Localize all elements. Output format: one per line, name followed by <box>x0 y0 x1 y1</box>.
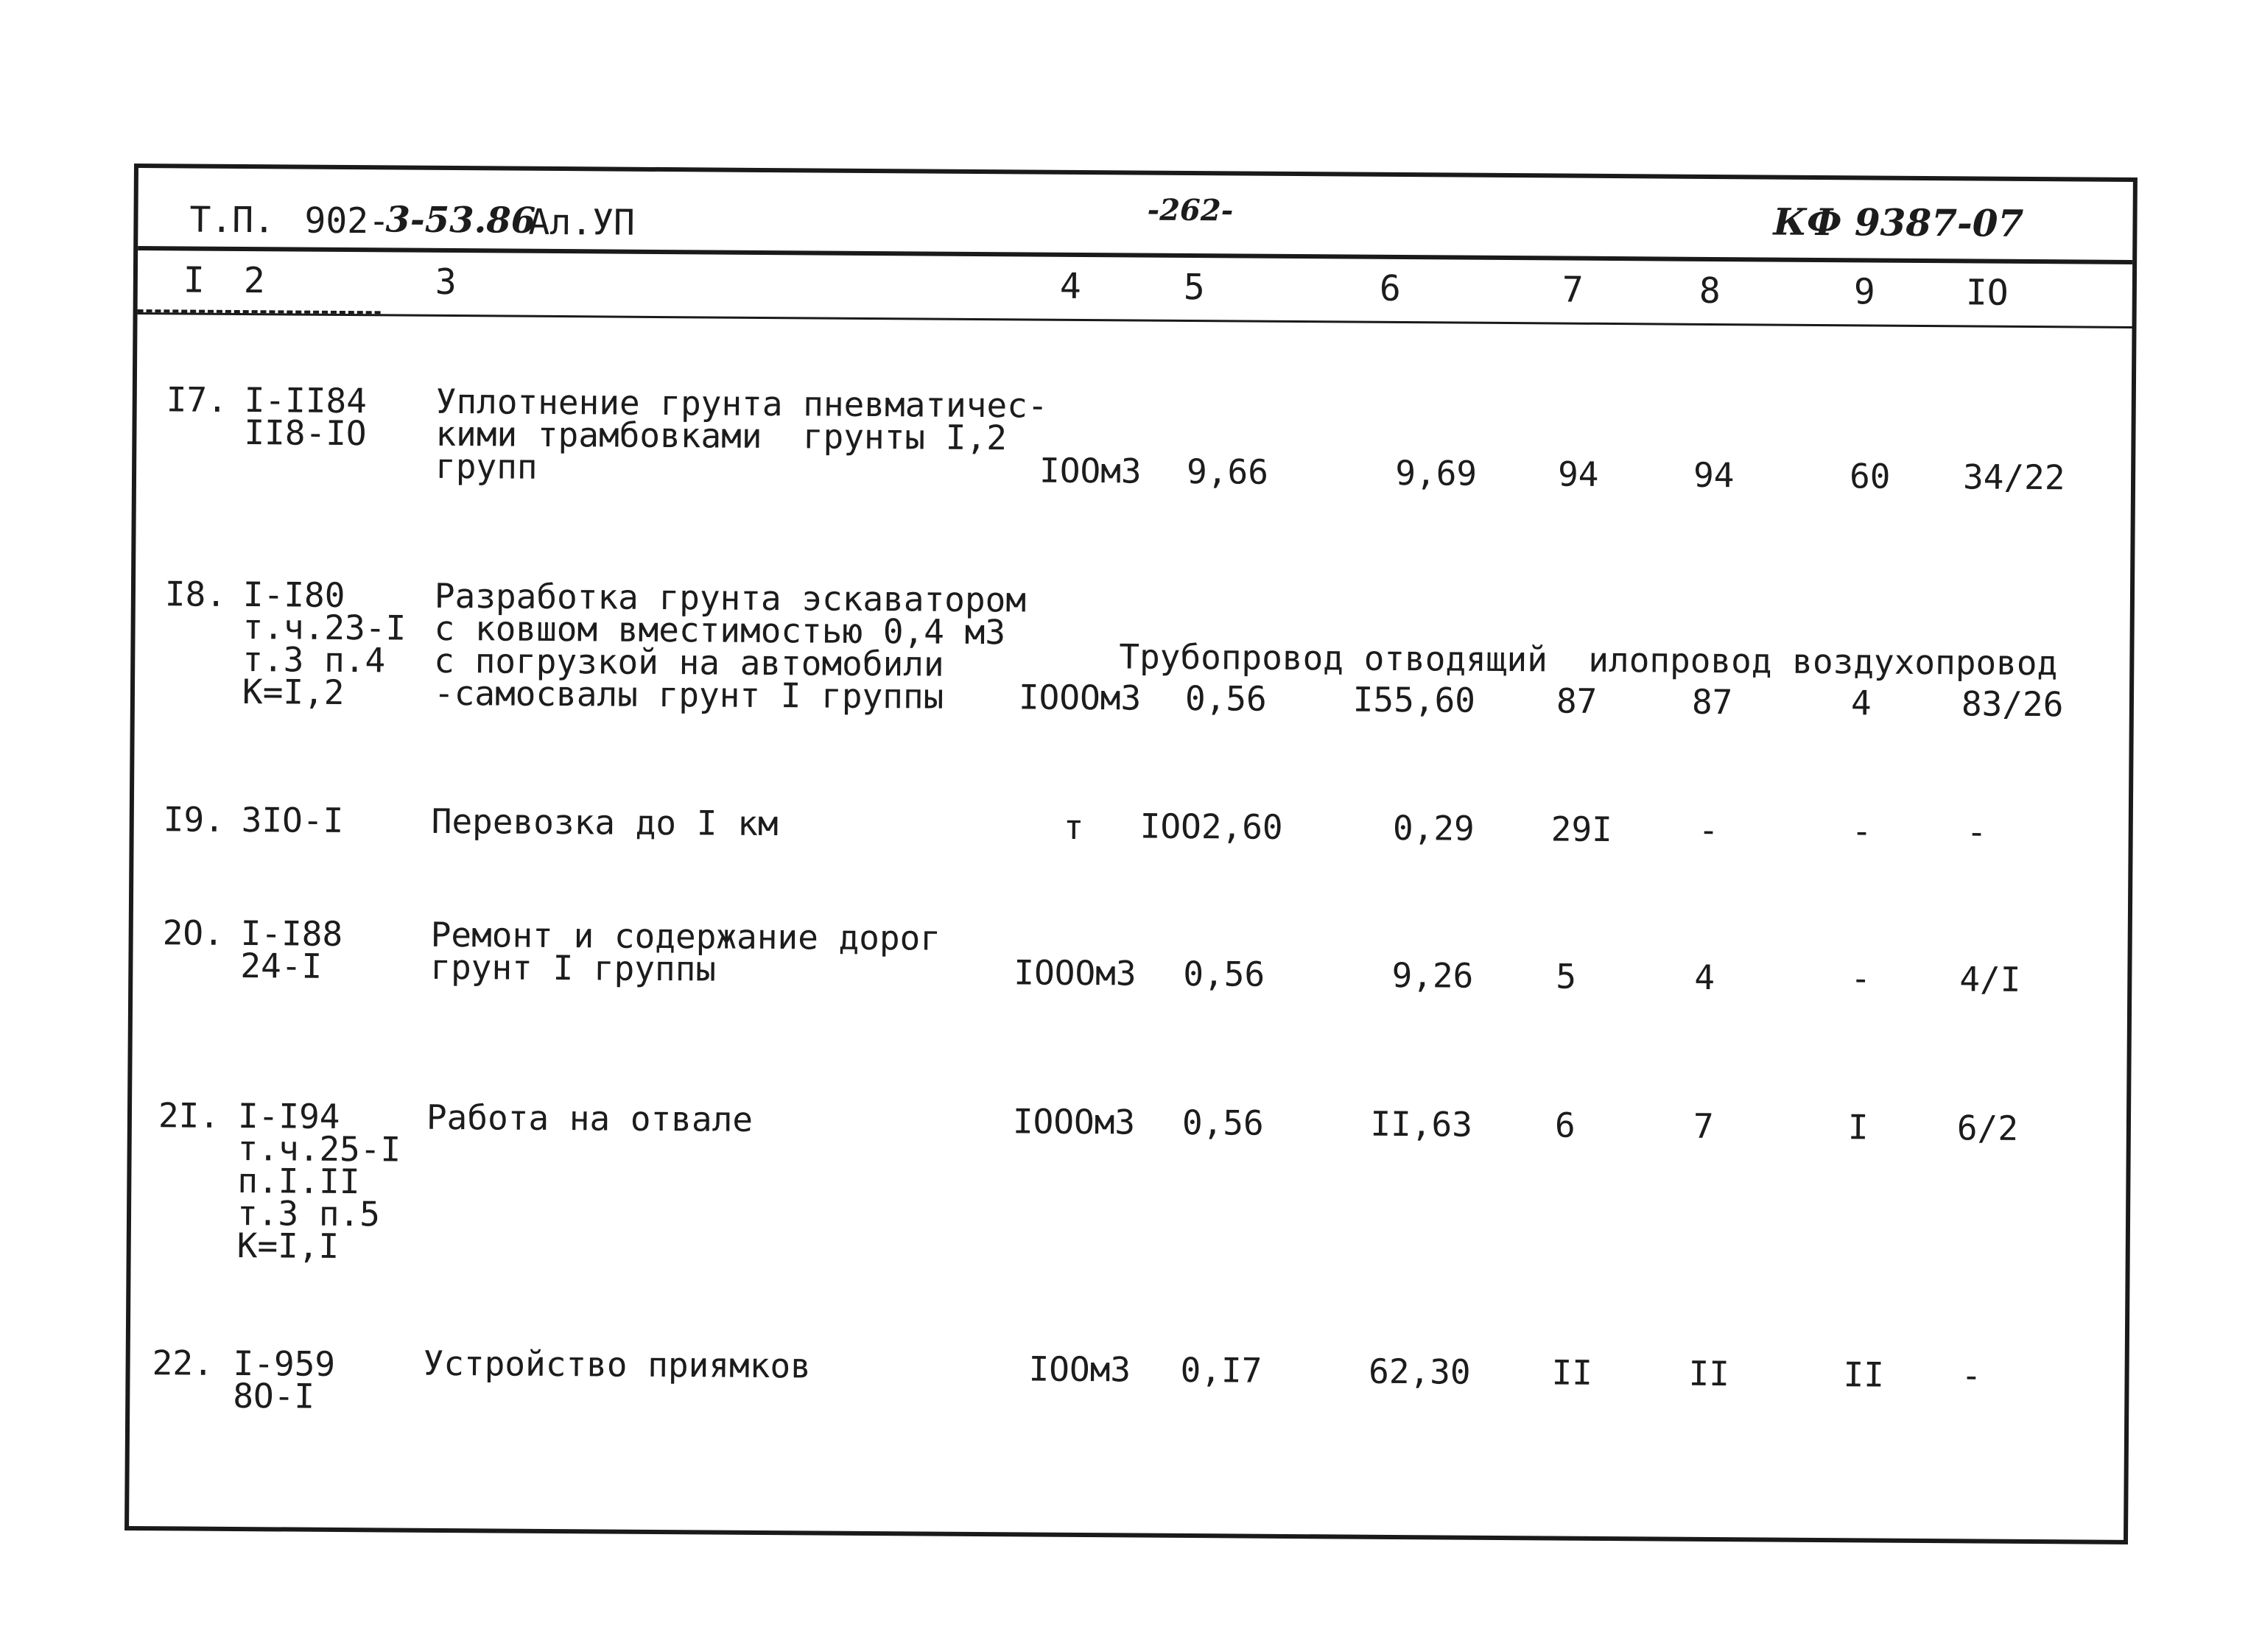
col-header-1: I <box>183 259 205 301</box>
doc-number: КФ 9387-07 <box>1773 200 2024 245</box>
row-number: I8. <box>164 574 227 614</box>
col5-value: IOO2,60 <box>1139 806 1283 847</box>
col10-value: - <box>1961 1355 1982 1396</box>
col8-value: II <box>1688 1353 1730 1394</box>
doc-code-typed: 902- <box>304 200 390 242</box>
work-description: Перевозка до I км <box>431 801 779 844</box>
norm-code: I-I80 т.ч.23-I т.3 п.4 К=I,2 <box>242 574 407 713</box>
col6-value: I55,60 <box>1352 679 1476 720</box>
col10-value: 4/I <box>1959 959 2021 999</box>
unit: IOOOм3 <box>1018 677 1142 718</box>
col5-value: 9,66 <box>1186 451 1269 492</box>
col6-value: II,63 <box>1370 1103 1473 1145</box>
col6-value: 62,30 <box>1368 1351 1471 1392</box>
col5-value: 0,56 <box>1183 953 1265 994</box>
col9-value: 60 <box>1849 456 1891 496</box>
col-header-9: 9 <box>1853 271 1875 313</box>
col-header-2: 2 <box>243 260 265 302</box>
row-number: 2I. <box>158 1095 220 1136</box>
col5-value: 0,56 <box>1184 678 1267 719</box>
unit: IOOOм3 <box>1012 1101 1136 1142</box>
col7-value: 6 <box>1554 1105 1576 1145</box>
row-number: 22. <box>152 1343 214 1383</box>
col9-value: - <box>1851 811 1872 851</box>
norm-code: I-959 8O-I <box>233 1343 336 1416</box>
col6-value: 9,69 <box>1395 452 1478 493</box>
col5-value: 0,I7 <box>1180 1349 1262 1391</box>
col8-value: 87 <box>1691 681 1733 723</box>
row-number: I7. <box>166 379 228 420</box>
col10-value: 6/2 <box>1956 1108 2019 1148</box>
work-description: Работа на отвале <box>426 1097 754 1139</box>
norm-code: I-I88 24-I <box>240 913 343 986</box>
col7-value: 29I <box>1550 809 1613 850</box>
album-label: Ал.УП <box>528 201 636 244</box>
col8-value: 7 <box>1693 1106 1714 1147</box>
col-header-8: 8 <box>1699 270 1721 312</box>
work-description: Разработка грунта эскаватором с ковшом вместимостью 0,4 м3 с погрузкой на автомобили -самосвалы грунт I группы <box>433 575 1027 717</box>
unit: т <box>1063 806 1084 848</box>
col-header-10: IO <box>1965 272 2009 314</box>
norm-code: I-II84 II8-IO <box>244 380 368 454</box>
col7-value: II <box>1551 1352 1593 1393</box>
work-description: Уплотнение грунта пневматичес- кими трамбовками грунты I,2 групп <box>435 381 1048 487</box>
doc-prefix: Т.П. <box>189 199 275 242</box>
col-header-4: 4 <box>1059 265 1081 307</box>
col-header-5: 5 <box>1183 266 1205 309</box>
unit: IOOм3 <box>1028 1349 1131 1390</box>
row-number: 2O. <box>162 913 224 953</box>
col9-value: II <box>1843 1354 1885 1395</box>
norm-code: I-I94 т.ч.25-I п.I.II т.3 п.5 К=I,I <box>236 1096 401 1266</box>
unit: IOOOм3 <box>1014 952 1137 994</box>
col9-value: 4 <box>1850 683 1872 723</box>
row-number: I9. <box>163 799 225 840</box>
col8-value: 94 <box>1693 454 1735 496</box>
col10-value: 34/22 <box>1962 457 2065 498</box>
norm-code: 3IO-I <box>241 800 344 841</box>
col8-value: 4 <box>1694 957 1715 998</box>
col8-value: - <box>1698 809 1719 851</box>
col-header-7: 7 <box>1562 269 1584 311</box>
col9-value: - <box>1850 958 1872 999</box>
page-number: -262- <box>1147 192 1234 228</box>
col7-value: 94 <box>1557 454 1599 494</box>
col6-value: 9,26 <box>1391 955 1474 996</box>
col6-value: 0,29 <box>1392 807 1475 848</box>
doc-code-handwritten: 3-53.86 <box>385 199 536 242</box>
pipeline-note: Трубопровод отводящий илопровод воздухопровод <box>1119 636 2058 683</box>
work-description: Ремонт и содержание дорог грунт I группы <box>430 914 941 989</box>
col-header-3: 3 <box>435 261 457 303</box>
unit: IOOм3 <box>1039 450 1142 491</box>
col9-value: I <box>1847 1107 1869 1147</box>
col10-value: - <box>1966 812 1987 852</box>
col7-value: 87 <box>1556 681 1598 721</box>
col10-value: 83/26 <box>1961 683 2064 725</box>
document-frame <box>124 164 2138 1544</box>
work-description: Устройство приямков <box>423 1343 812 1386</box>
col-header-6: 6 <box>1379 267 1401 310</box>
col5-value: 0,56 <box>1181 1102 1264 1143</box>
column-header-rule <box>138 312 2132 328</box>
col7-value: 5 <box>1556 956 1577 997</box>
